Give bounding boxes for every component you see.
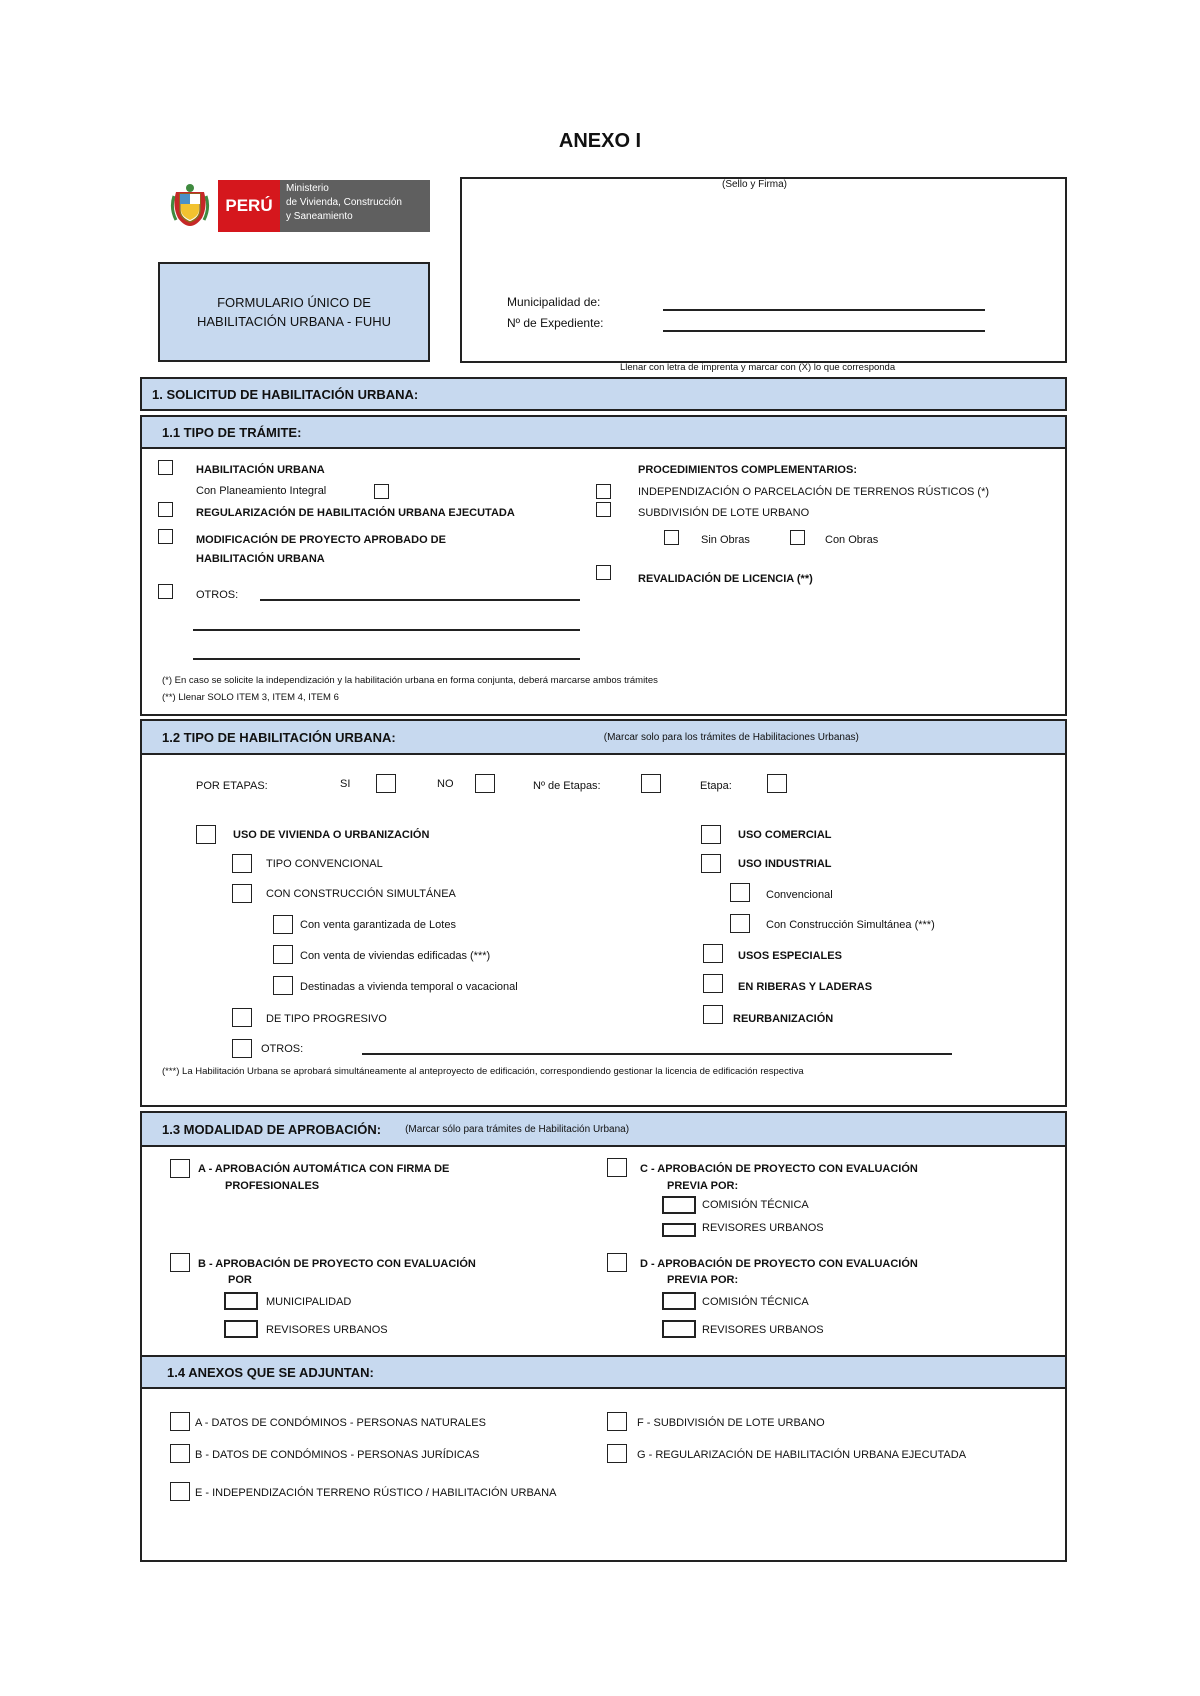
modificacion-checkbox[interactable] xyxy=(158,529,173,544)
especiales-label: USOS ESPECIALES xyxy=(738,950,842,962)
d-comision-label: COMISIÓN TÉCNICA xyxy=(702,1296,809,1308)
num-etapas-box[interactable] xyxy=(641,774,661,793)
reurbanizacion-checkbox[interactable] xyxy=(703,1005,723,1024)
modalidad-b-label-2: POR xyxy=(228,1274,252,1286)
ministry-logo xyxy=(170,178,430,233)
otros-hab-label: OTROS: xyxy=(261,1043,304,1055)
regularizacion-label: REGULARIZACIÓN DE HABILITACIÓN URBANA EJECUTADA xyxy=(196,507,515,519)
ind-construccion-checkbox[interactable] xyxy=(730,914,750,933)
vivienda-label: USO DE VIVIENDA O URBANIZACIÓN xyxy=(233,829,430,841)
modalidad-d-checkbox[interactable] xyxy=(607,1253,627,1272)
modalidad-a-checkbox[interactable] xyxy=(170,1159,190,1178)
sin-obras-checkbox[interactable] xyxy=(664,530,679,545)
ind-convencional-label: Convencional xyxy=(766,889,833,901)
modalidad-c-label-2: PREVIA POR: xyxy=(667,1180,739,1192)
progresivo-label: DE TIPO PROGRESIVO xyxy=(266,1013,387,1025)
anexo-g-checkbox[interactable] xyxy=(607,1444,627,1463)
venta-lotes-checkbox[interactable] xyxy=(273,915,293,934)
b-municipalidad-checkbox[interactable] xyxy=(224,1292,258,1310)
modalidad-d-label-1: D - APROBACIÓN DE PROYECTO CON EVALUACIÓN xyxy=(640,1258,918,1270)
c-revisores-checkbox[interactable] xyxy=(662,1223,696,1237)
no-label: NO xyxy=(437,778,454,790)
riberas-checkbox[interactable] xyxy=(703,974,723,993)
num-etapas-label: Nº de Etapas: xyxy=(533,780,601,792)
modalidad-d-label-2: PREVIA POR: xyxy=(667,1274,739,1286)
page-title: ANEXO I xyxy=(558,130,642,152)
modalidad-c-label-1: C - APROBACIÓN DE PROYECTO CON EVALUACIÓN xyxy=(640,1163,918,1175)
anexo-f-checkbox[interactable] xyxy=(607,1412,627,1431)
modificacion-label-1: MODIFICACIÓN DE PROYECTO APROBADO DE xyxy=(196,534,446,546)
stamp-label: (Sello y Firma) xyxy=(722,179,788,190)
d-comision-checkbox[interactable] xyxy=(662,1292,696,1310)
anexo-b-checkbox[interactable] xyxy=(170,1444,190,1463)
section-1-3-header: 1.3 MODALIDAD DE APROBACIÓN: (Marcar sólo para trámites de Habilitación Urbana) xyxy=(140,1111,1067,1147)
peru-brand: PERÚ xyxy=(218,180,280,232)
d-revisores-label: REVISORES URBANOS xyxy=(702,1324,824,1336)
otros-hab-checkbox[interactable] xyxy=(232,1039,252,1058)
con-planeamiento-label: Con Planeamiento Integral xyxy=(196,485,327,497)
venta-viviendas-label: Con venta de viviendas edificadas (***) xyxy=(300,950,491,962)
independizacion-checkbox[interactable] xyxy=(596,484,611,499)
modalidad-a-label-2: PROFESIONALES xyxy=(225,1180,320,1192)
fill-instruction: Llenar con letra de imprenta y marcar con (X) lo que corresponda xyxy=(620,362,896,373)
note-3: (***) La Habilitación Urbana se aprobará simultáneamente al anteproyecto de edificación, correspondiendo gestionar la licencia de edificación respectiva xyxy=(162,1066,804,1077)
revalidacion-checkbox[interactable] xyxy=(596,565,611,580)
modalidad-b-label-1: B - APROBACIÓN DE PROYECTO CON EVALUACIÓN xyxy=(198,1258,476,1270)
vivienda-checkbox[interactable] xyxy=(196,825,216,844)
construccion-simultanea-label: CON CONSTRUCCIÓN SIMULTÁNEA xyxy=(266,888,456,900)
convencional-label: TIPO CONVENCIONAL xyxy=(266,858,383,870)
comercial-checkbox[interactable] xyxy=(701,825,721,844)
subdivision-checkbox[interactable] xyxy=(596,502,611,517)
especiales-checkbox[interactable] xyxy=(703,944,723,963)
etapas-no-checkbox[interactable] xyxy=(475,774,495,793)
otros-checkbox[interactable] xyxy=(158,584,173,599)
anexo-g-label: G - REGULARIZACIÓN DE HABILITACIÓN URBANA EJECUTADA xyxy=(637,1449,967,1461)
ind-construccion-label: Con Construcción Simultánea (***) xyxy=(766,919,935,931)
otros-field-3[interactable] xyxy=(193,658,580,660)
b-revisores-label: REVISORES URBANOS xyxy=(266,1324,388,1336)
modalidad-c-checkbox[interactable] xyxy=(607,1158,627,1177)
note-2: (**) Llenar SOLO ITEM 3, ITEM 4, ITEM 6 xyxy=(162,692,339,703)
modalidad-a-label-1: A - APROBACIÓN AUTOMÁTICA CON FIRMA DE xyxy=(198,1163,450,1175)
c-revisores-label: REVISORES URBANOS xyxy=(702,1222,824,1234)
etapa-label: Etapa: xyxy=(700,780,732,792)
modalidad-b-checkbox[interactable] xyxy=(170,1253,190,1272)
municipality-field[interactable] xyxy=(663,309,985,311)
revalidacion-label: REVALIDACIÓN DE LICENCIA (**) xyxy=(638,573,813,585)
reurbanizacion-label: REURBANIZACIÓN xyxy=(733,1013,834,1025)
form-title-box: FORMULARIO ÚNICO DE HABILITACIÓN URBANA - FUHU xyxy=(158,262,430,362)
ministry-name: Ministerio de Vivienda, Construcción y Saneamiento xyxy=(280,180,430,232)
section-1-header: 1. SOLICITUD DE HABILITACIÓN URBANA: xyxy=(140,377,1067,411)
d-revisores-checkbox[interactable] xyxy=(662,1320,696,1338)
comercial-label: USO COMERCIAL xyxy=(738,829,832,841)
coat-of-arms-icon xyxy=(170,182,210,228)
file-number-label: Nº de Expediente: xyxy=(507,316,604,330)
section-1-4-body xyxy=(140,1387,1067,1562)
venta-viviendas-checkbox[interactable] xyxy=(273,945,293,964)
anexo-a-checkbox[interactable] xyxy=(170,1412,190,1431)
etapas-si-checkbox[interactable] xyxy=(376,774,396,793)
anexo-e-checkbox[interactable] xyxy=(170,1482,190,1501)
regularizacion-checkbox[interactable] xyxy=(158,502,173,517)
construccion-simultanea-checkbox[interactable] xyxy=(232,884,252,903)
con-obras-label: Con Obras xyxy=(825,534,879,546)
si-label: SI xyxy=(340,778,351,790)
otros-field-1[interactable] xyxy=(260,599,580,601)
convencional-checkbox[interactable] xyxy=(232,854,252,873)
section-1-4-header: 1.4 ANEXOS QUE SE ADJUNTAN: xyxy=(140,1355,1067,1389)
note-1: (*) En caso se solicite la independización y la habilitación urbana en forma conjunta, deberá marcarse ambos trámites xyxy=(162,675,658,686)
anexo-e-label: E - INDEPENDIZACIÓN TERRENO RÚSTICO / HABILITACIÓN URBANA xyxy=(195,1487,557,1499)
file-number-field[interactable] xyxy=(663,330,985,332)
venta-lotes-label: Con venta garantizada de Lotes xyxy=(300,919,456,931)
por-etapas-label: POR ETAPAS: xyxy=(196,780,268,792)
subdivision-label: SUBDIVISIÓN DE LOTE URBANO xyxy=(638,507,810,519)
c-comision-checkbox[interactable] xyxy=(662,1196,696,1214)
progresivo-checkbox[interactable] xyxy=(232,1008,252,1027)
b-revisores-checkbox[interactable] xyxy=(224,1320,258,1338)
c-comision-label: COMISIÓN TÉCNICA xyxy=(702,1199,809,1211)
sin-obras-label: Sin Obras xyxy=(701,534,750,546)
anexo-f-label: F - SUBDIVISIÓN DE LOTE URBANO xyxy=(637,1417,825,1429)
otros-label: OTROS: xyxy=(196,589,239,601)
ind-convencional-checkbox[interactable] xyxy=(730,883,750,902)
proc-comp-label: PROCEDIMIENTOS COMPLEMENTARIOS: xyxy=(638,464,857,476)
modificacion-label-2: HABILITACIÓN URBANA xyxy=(196,553,325,565)
industrial-checkbox[interactable] xyxy=(701,854,721,873)
section-1-1-header: 1.1 TIPO DE TRÁMITE: xyxy=(140,415,1067,449)
riberas-label: EN RIBERAS Y LADERAS xyxy=(738,981,873,993)
con-obras-checkbox[interactable] xyxy=(790,530,805,545)
otros-field-2[interactable] xyxy=(193,629,580,631)
etapa-box[interactable] xyxy=(767,774,787,793)
vivienda-temporal-label: Destinadas a vivienda temporal o vacacional xyxy=(300,981,518,993)
section-1-2-header: 1.2 TIPO DE HABILITACIÓN URBANA: (Marcar solo para los trámites de Habilitaciones Urbanas) xyxy=(140,719,1067,755)
anexo-a-label: A - DATOS DE CONDÓMINOS - PERSONAS NATURALES xyxy=(195,1417,486,1429)
otros-hab-field[interactable] xyxy=(362,1053,952,1055)
con-planeamiento-checkbox[interactable] xyxy=(374,484,389,499)
anexo-b-label: B - DATOS DE CONDÓMINOS - PERSONAS JURÍDICAS xyxy=(195,1449,480,1461)
stamp-box xyxy=(460,177,1067,363)
hab-urbana-checkbox[interactable] xyxy=(158,460,173,475)
industrial-label: USO INDUSTRIAL xyxy=(738,858,832,870)
b-municipalidad-label: MUNICIPALIDAD xyxy=(266,1296,352,1308)
hab-urbana-label: HABILITACIÓN URBANA xyxy=(196,464,325,476)
independizacion-label: INDEPENDIZACIÓN O PARCELACIÓN DE TERRENOS RÚSTICOS (*) xyxy=(638,486,990,498)
vivienda-temporal-checkbox[interactable] xyxy=(273,976,293,995)
municipality-label: Municipalidad de: xyxy=(507,295,601,309)
